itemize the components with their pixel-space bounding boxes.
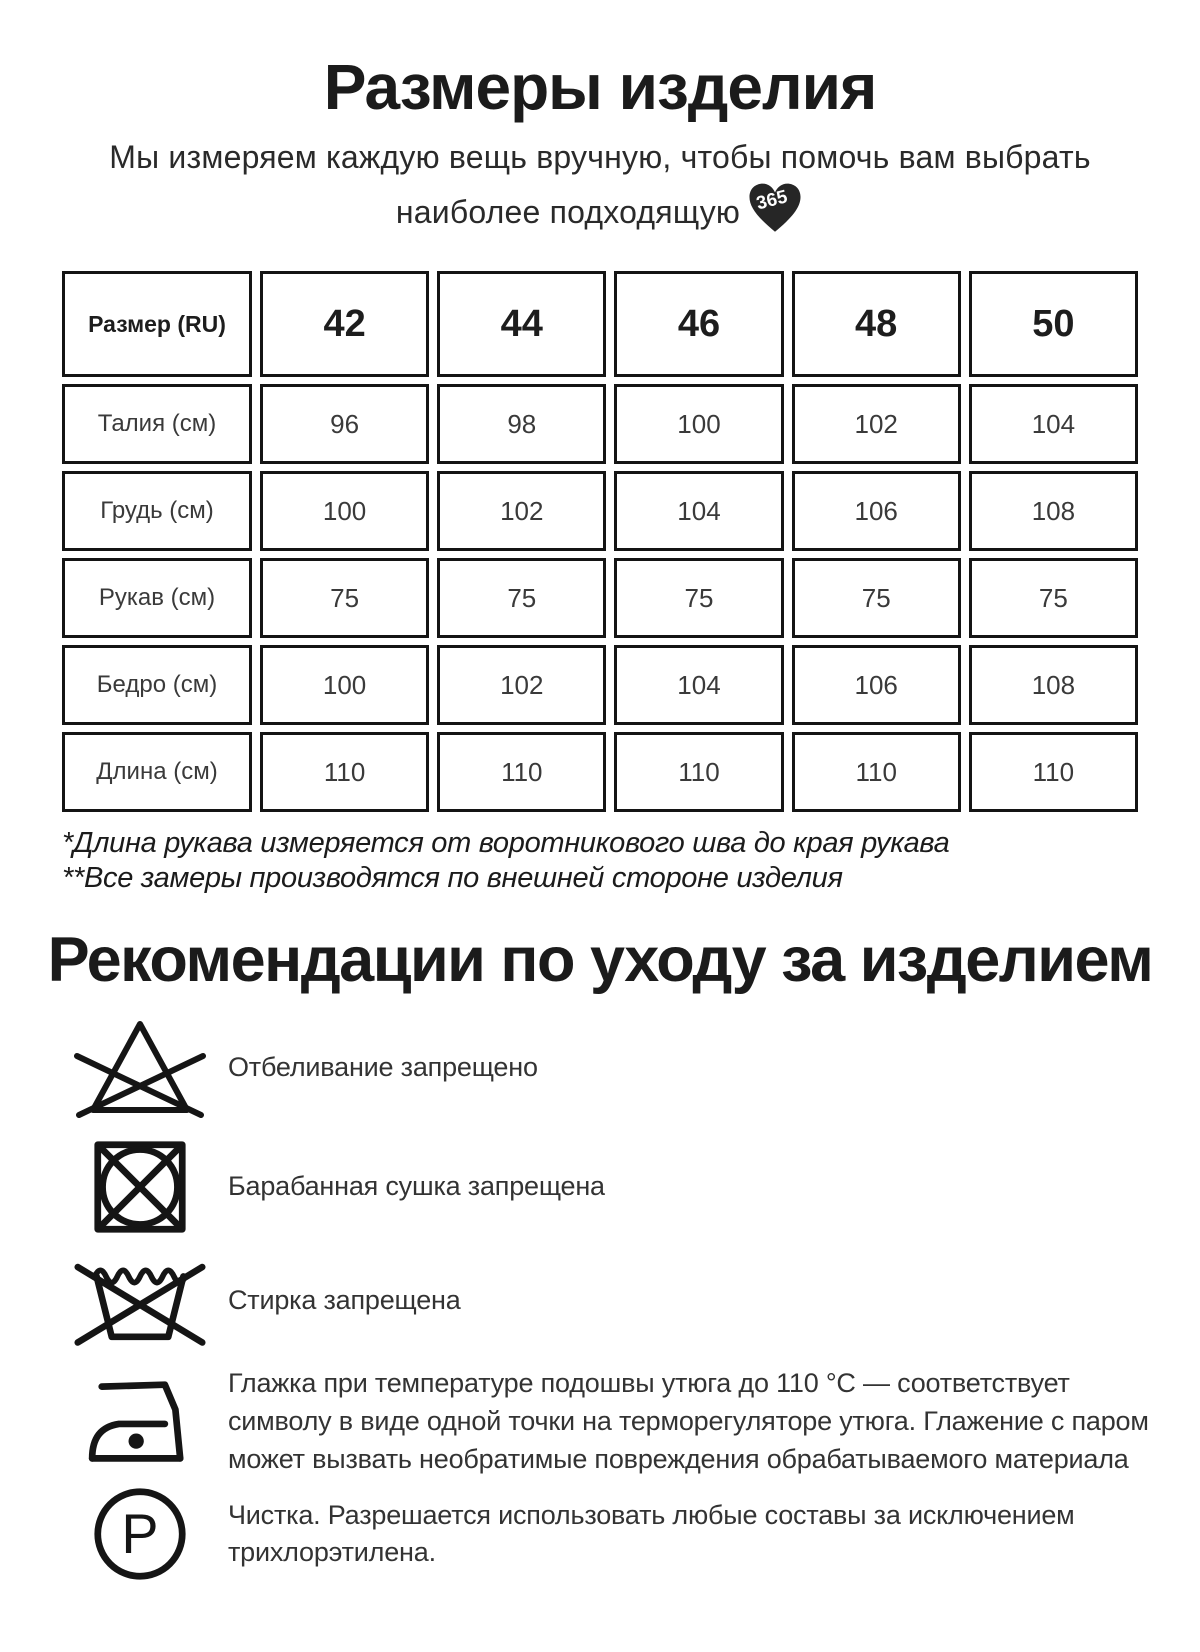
row-label-waist: Талия (см) <box>97 410 217 438</box>
row-label-hip: Бедро (см) <box>96 671 218 699</box>
table-cell <box>614 384 783 464</box>
cell-value: 100 <box>322 669 367 700</box>
size-guide-page <box>0 52 1200 1652</box>
size-42: 42 <box>323 302 366 345</box>
cell-value: 108 <box>1031 495 1076 526</box>
table-cell <box>792 558 961 638</box>
cell-value: 102 <box>500 495 544 526</box>
size-table-header-cell <box>260 271 429 377</box>
care-item-text: Стирка запрещена <box>228 1285 461 1316</box>
subtitle-line-2 <box>0 181 1200 247</box>
size-50: 50 <box>1032 302 1075 345</box>
cell-value: 102 <box>854 408 898 439</box>
table-cell <box>260 645 429 725</box>
do-not-bleach-icon <box>52 1017 228 1119</box>
table-cell <box>437 645 606 725</box>
footnote-sleeve-measurement: *Длина рукава измеряется от воротникового шва до края рукава <box>62 827 950 860</box>
size-table-header-cell <box>792 271 961 377</box>
care-item-text: Барабанная сушка запрещена <box>228 1171 605 1202</box>
cell-value: 108 <box>1031 669 1076 700</box>
cell-value: 98 <box>507 408 537 439</box>
row-label-cell <box>62 645 252 725</box>
table-cell <box>260 471 429 551</box>
care-instructions-list <box>52 1017 1172 1582</box>
table-cell <box>969 558 1138 638</box>
cell-value: 106 <box>854 495 898 526</box>
do-not-wash-icon <box>52 1253 228 1349</box>
subtitle-line-2-text: наиболее подходящую <box>395 193 741 230</box>
table-cell <box>614 732 783 812</box>
care-item-dry-clean <box>52 1486 1172 1582</box>
table-cell <box>614 558 783 638</box>
care-heading: Рекомендации по уходу за изделием <box>47 924 1153 995</box>
care-item-text: Отбеливание запрещено <box>228 1052 538 1083</box>
cell-value: 104 <box>677 495 721 526</box>
dry-clean-p-icon <box>52 1486 228 1582</box>
table-cell <box>792 732 961 812</box>
table-cell <box>792 645 961 725</box>
size-table-header-cell <box>614 271 783 377</box>
size-table-header-cell <box>62 271 252 377</box>
table-cell <box>969 384 1138 464</box>
row-label-sleeve: Рукав (см) <box>98 584 216 612</box>
size-table-header-cell <box>437 271 606 377</box>
table-cell <box>260 732 429 812</box>
svg-text:365: 365 <box>754 185 790 214</box>
row-label-cell <box>62 471 252 551</box>
cell-value: 102 <box>500 669 544 700</box>
cell-value: 75 <box>507 582 537 613</box>
svg-text:P: P <box>121 1503 159 1566</box>
table-cell <box>260 558 429 638</box>
footnotes <box>62 826 1200 896</box>
table-cell <box>437 558 606 638</box>
table-cell <box>969 732 1138 812</box>
iron-one-dot-icon <box>52 1378 228 1466</box>
table-cell <box>969 645 1138 725</box>
cell-value: 75 <box>684 582 714 613</box>
table-cell <box>792 471 961 551</box>
table-cell <box>969 471 1138 551</box>
table-cell <box>792 384 961 464</box>
footnote-outer-side: **Все замеры производятся по внешней стороне изделия <box>62 861 843 894</box>
cell-value: 75 <box>861 582 891 613</box>
care-item-no-wash <box>52 1253 1172 1349</box>
table-cell <box>260 384 429 464</box>
page-title: Размеры изделия <box>323 51 877 123</box>
care-item-no-bleach <box>52 1017 1172 1119</box>
size-46: 46 <box>677 302 721 345</box>
care-item-iron-low <box>52 1365 1172 1478</box>
care-item-text: Глажка при температуре подошвы утюга до 110 °C — соответствует символу в виде одной точки на терморегуляторе утюга. Глажение с паром может вызвать необратимые повреждения обрабатываемого материала <box>228 1368 1149 1474</box>
heart-365-icon <box>746 181 804 247</box>
do-not-tumble-dry-icon <box>52 1139 228 1235</box>
table-cell <box>614 645 783 725</box>
table-cell <box>437 471 606 551</box>
care-item-text: Чистка. Разрешается использовать любые составы за исключением трихлорэтилена. <box>228 1499 1075 1568</box>
row-label-cell <box>62 732 252 812</box>
cell-value: 96 <box>330 408 360 439</box>
cell-value: 75 <box>330 582 360 613</box>
table-cell <box>437 732 606 812</box>
row-label-length: Длина (см) <box>96 758 218 786</box>
subtitle-line-1: Мы измеряем каждую вещь вручную, чтобы помочь вам выбрать <box>109 139 1091 176</box>
cell-value: 106 <box>854 669 898 700</box>
cell-value: 104 <box>677 669 721 700</box>
row-label-chest: Грудь (см) <box>100 497 214 525</box>
table-cell <box>614 471 783 551</box>
cell-value: 110 <box>501 756 543 787</box>
row-label-cell <box>62 558 252 638</box>
subtitle <box>0 134 1200 247</box>
cell-value: 110 <box>855 756 897 787</box>
care-item-no-tumble-dry <box>52 1139 1172 1235</box>
cell-value: 110 <box>678 756 720 787</box>
size-table-header-cell <box>969 271 1138 377</box>
size-header-label: Размер (RU) <box>88 310 226 337</box>
cell-value: 110 <box>1032 756 1075 787</box>
cell-value: 100 <box>677 408 721 439</box>
cell-value: 75 <box>1038 582 1068 613</box>
cell-value: 104 <box>1031 408 1076 439</box>
cell-value: 110 <box>323 756 366 787</box>
size-48: 48 <box>855 302 898 345</box>
table-cell <box>437 384 606 464</box>
row-label-cell <box>62 384 252 464</box>
size-table <box>62 271 1138 812</box>
cell-value: 100 <box>322 495 367 526</box>
size-44: 44 <box>500 302 543 345</box>
